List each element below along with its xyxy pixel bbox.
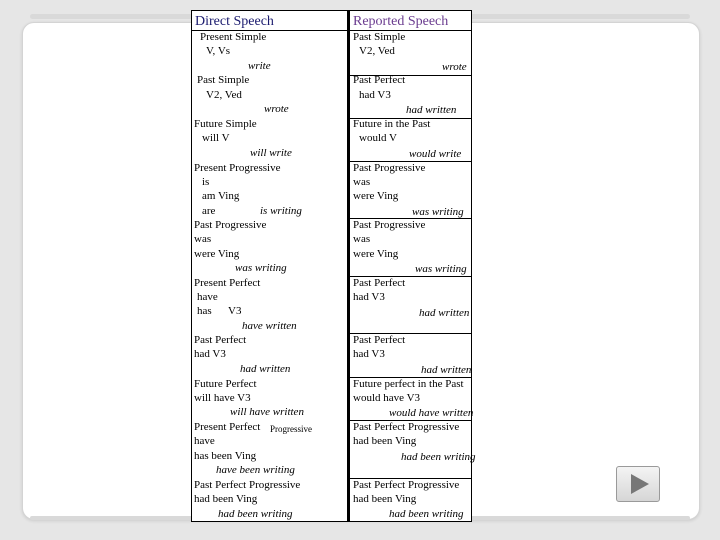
direct-tense-name: Past Perfect: [194, 334, 247, 346]
direct-tense-name: Present Progressive: [194, 162, 281, 174]
reported-example: had written: [421, 364, 472, 376]
reported-example: would write: [409, 148, 462, 160]
direct-formula: is: [202, 176, 210, 188]
direct-example: will have written: [230, 406, 304, 418]
reported-formula: had V3: [353, 291, 385, 303]
direct-formula: will have V3: [194, 392, 251, 404]
direct-example: will write: [250, 147, 292, 159]
reported-tense-name: Past Progressive: [353, 162, 426, 174]
reported-example: had been writing: [389, 508, 464, 520]
reported-tense-name: Future perfect in the Past: [353, 378, 464, 390]
direct-formula: are: [202, 205, 216, 217]
reported-formula: V2, Ved: [359, 45, 395, 57]
reported-formula: was: [353, 176, 371, 188]
reported-example: wrote: [442, 61, 467, 73]
reported-example: was writing: [412, 206, 464, 218]
reported-formula: was: [353, 233, 371, 245]
reported-formula: would V: [359, 132, 397, 144]
reported-tense-name: Past Progressive: [353, 219, 426, 231]
reported-formula: had been Ving: [353, 493, 417, 505]
play-arrow-icon: [631, 474, 649, 494]
direct-formula: am Ving: [202, 190, 240, 202]
reported-formula: had V3: [353, 348, 385, 360]
reported-formula: would have V3: [353, 392, 421, 404]
header-reported-speech: Reported Speech: [353, 14, 449, 29]
direct-example: was writing: [235, 262, 287, 274]
reported-example: was writing: [415, 263, 467, 275]
direct-example: had written: [240, 363, 291, 375]
direct-tense-name: Past Perfect Progressive: [194, 479, 301, 491]
reported-tense-name: Past Perfect: [353, 74, 406, 86]
direct-formula: has been Ving: [194, 450, 257, 462]
direct-formula: have: [194, 435, 215, 447]
next-slide-button[interactable]: [616, 466, 660, 502]
reported-example: had written: [406, 104, 457, 116]
direct-example: had been writing: [218, 508, 293, 520]
header-direct-speech: Direct Speech: [195, 14, 274, 29]
direct-formula: V, Vs: [206, 45, 231, 57]
reported-tense-name: Past Perfect Progressive: [353, 479, 460, 491]
direct-tense-name: Present Perfect: [194, 277, 261, 289]
reported-example: had written: [419, 307, 470, 319]
reported-formula: had been Ving: [353, 435, 417, 447]
direct-tense-name-suffix: Progressive: [270, 424, 312, 434]
direct-formula: will V: [202, 132, 230, 144]
direct-example: is writing: [260, 205, 302, 217]
direct-example: write: [248, 60, 271, 72]
reported-tense-name: Past Simple: [353, 31, 406, 43]
reported-formula: were Ving: [353, 190, 399, 202]
reported-example: would have written: [389, 407, 474, 419]
direct-formula: had been Ving: [194, 493, 258, 505]
reported-tense-name: Future in the Past: [353, 118, 431, 130]
direct-formula: V3: [228, 305, 242, 317]
direct-tense-name: Past Progressive: [194, 219, 267, 231]
direct-example: have written: [242, 320, 297, 332]
direct-example: wrote: [264, 103, 289, 115]
direct-formula: have: [197, 291, 218, 303]
direct-example: have been writing: [216, 464, 295, 476]
reported-formula: were Ving: [353, 248, 399, 260]
column-separator: [347, 11, 350, 521]
direct-formula: V2, Ved: [206, 89, 242, 101]
direct-formula: had V3: [194, 348, 226, 360]
reported-tense-name: Past Perfect: [353, 334, 406, 346]
direct-formula: was: [194, 233, 212, 245]
tense-table: [191, 10, 476, 522]
direct-tense-name: Future Simple: [194, 118, 257, 130]
direct-tense-name: Past Simple: [197, 74, 250, 86]
reported-tense-name: Past Perfect Progressive: [353, 421, 460, 433]
direct-formula: were Ving: [194, 248, 240, 260]
direct-tense-name: Present Simple: [200, 31, 267, 43]
direct-tense-name: Future Perfect: [194, 378, 257, 390]
direct-tense-name: Present Perfect: [194, 421, 261, 433]
reported-tense-name: Past Perfect: [353, 277, 406, 289]
direct-formula: has: [197, 305, 212, 317]
reported-formula: had V3: [359, 89, 391, 101]
reported-example: had been writing: [401, 451, 476, 463]
